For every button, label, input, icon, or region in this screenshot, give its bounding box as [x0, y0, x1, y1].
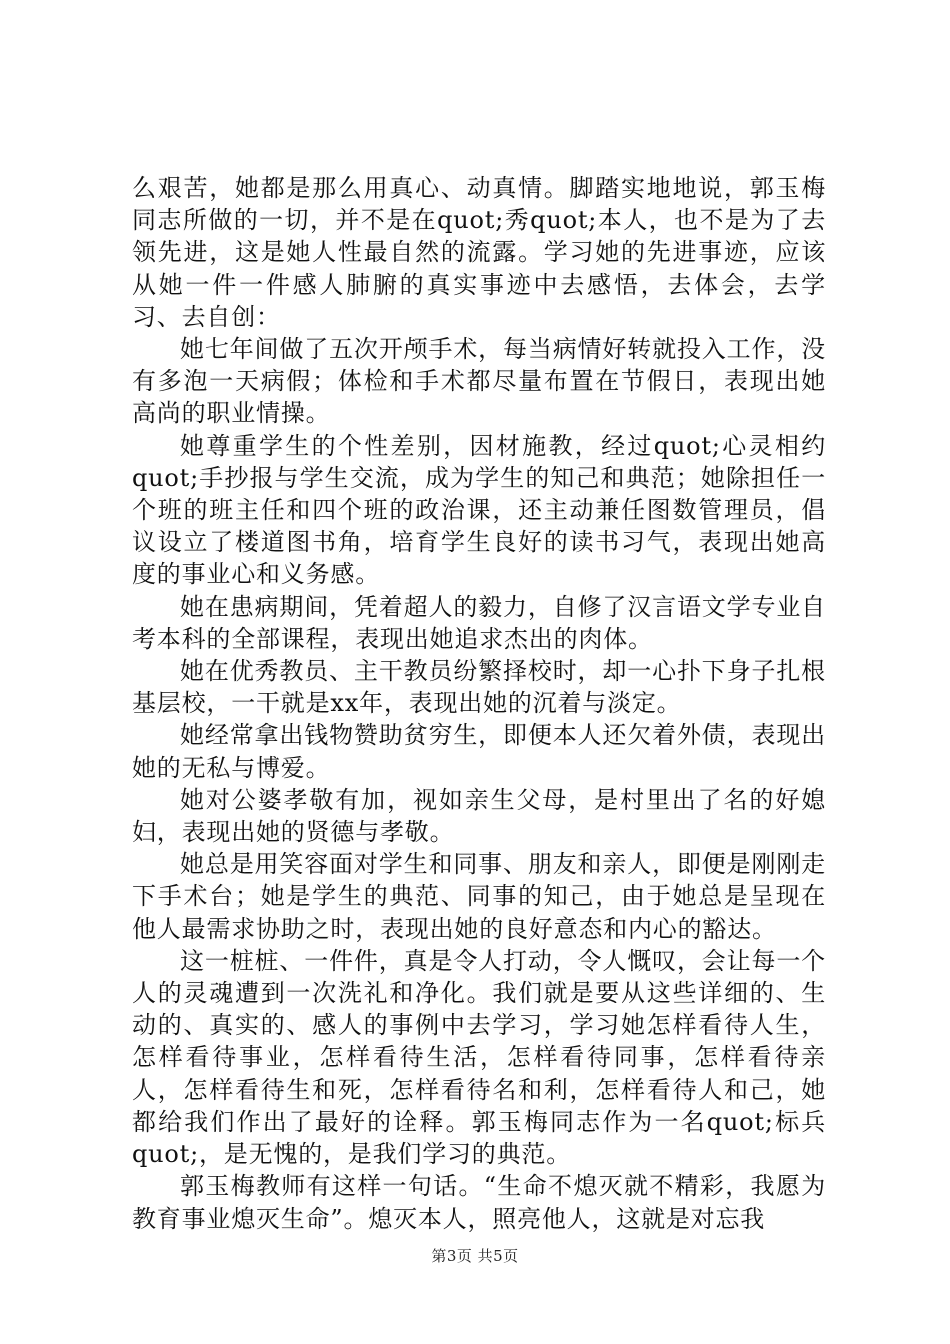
paragraph: 她在优秀教员、主干教员纷繁择校时，却一心扑下身子扎根基层校，一干就是xx年，表现出她的沉着与淡定。: [132, 657, 826, 718]
body-text: [132, 172, 826, 1235]
paragraph: 她对公婆孝敬有加，视如亲生父母，是村里出了名的好媳妇，表现出她的贤德与孝敬。: [132, 785, 826, 847]
paragraph: 她总是用笑容面对学生和同事、朋友和亲人，即便是刚刚走下手术台；她是学生的典范、同事的知己，由于她总是呈现在他人最需求协助之时，表现出她的良好意态和内心的豁达。: [132, 850, 826, 943]
page-footer: 第3页 共5页: [431, 1247, 519, 1265]
paragraph: 这一桩桩、一件件，真是令人打动，令人慨叹，会让每一个人的灵魂遭到一次洗礼和净化。我们就是要从这些详细的、生动的、真实的、感人的事例中去学习，学习她怎样看待人生，怎样看待事业，怎样看待生活，怎样看待同事，怎样看待亲人，怎样看待生和死，怎样看待名和利，怎样看待人和己，她都给我们作出了最好的诠释。郭玉梅同志作为一名quot;标兵quot;，是无愧的，是我们学习的典范。: [132, 946, 826, 1169]
paragraph-continued: 么艰苦，她都是那么用真心、动真情。脚踏实地地说，郭玉梅同志所做的一切，并不是在quot;秀quot;本人，也不是为了去领先进，这是她人性最自然的流露。学习她的先进事迹，应该从她一件一件感人肺腑的真实事迹中去感悟，去体会，去学习、去自创：: [132, 174, 826, 331]
paragraph: 郭玉梅教师有这样一句话。“生命不熄灭就不精彩，我愿为教育事业熄灭生命”。熄灭本人，照亮他人，这就是对忘我: [132, 1172, 826, 1233]
paragraph: 她尊重学生的个性差别，因材施教，经过quot;心灵相约quot;手抄报与学生交流，成为学生的知己和典范；她除担任一个班的班主任和四个班的政治课，还主动兼任图数管理员，倡议设立了楼道图书角，培育学生良好的读书习气，表现出她高度的事业心和义务感。: [132, 431, 826, 589]
paragraph: 她在患病期间，凭着超人的毅力，自修了汉言语文学专业自考本科的全部课程，表现出她追求杰出的肉体。: [132, 592, 826, 653]
paragraph: 她经常拿出钱物赞助贫穷生，即便本人还欠着外债，表现出她的无私与博爱。: [132, 721, 826, 782]
paragraph: 她七年间做了五次开颅手术，每当病情好转就投入工作，没有多泡一天病假；体检和手术都尽量布置在节假日，表现出她高尚的职业情操。: [132, 335, 826, 428]
